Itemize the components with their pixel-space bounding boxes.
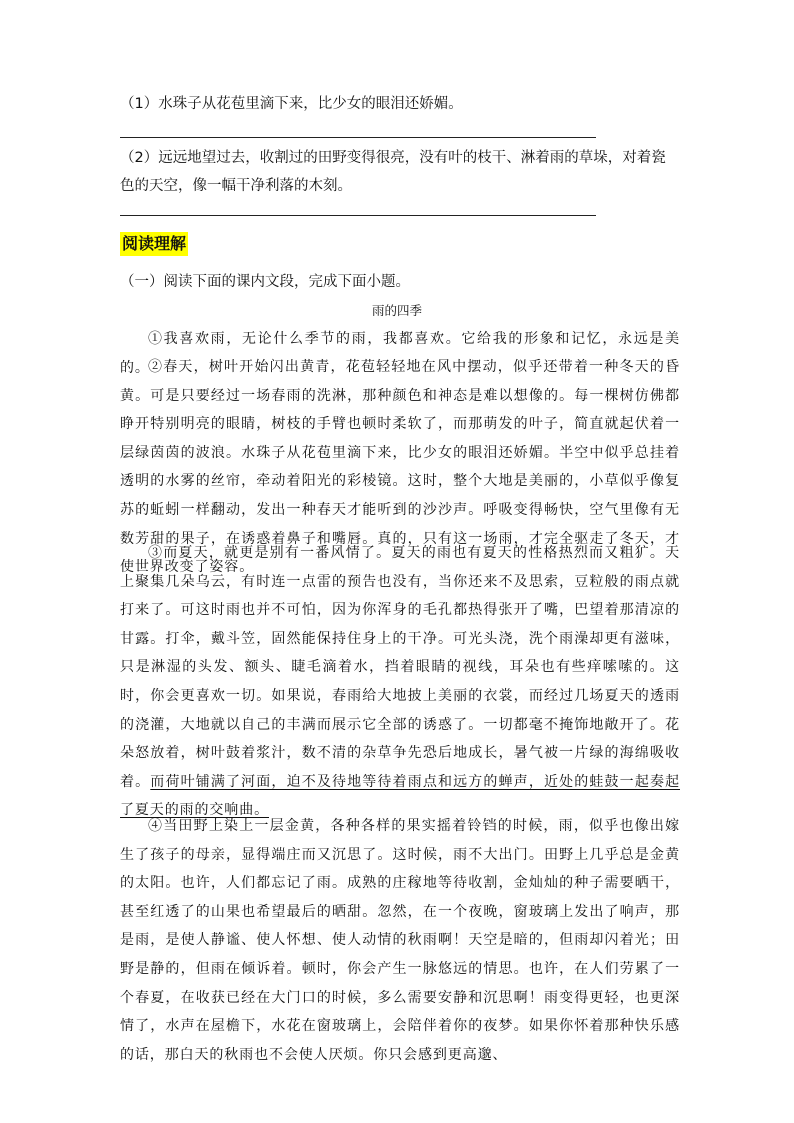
passage-title: 雨的四季 <box>371 303 422 318</box>
section-instruction: （一）阅读下面的课内文段，完成下面小题。 <box>120 274 410 290</box>
passage-paragraph-3 <box>120 539 680 825</box>
answer-line-2[interactable] <box>120 215 596 216</box>
question-2: （2）远远地望过去，收割过的田野变得很亮，没有叶的枝干、淋着雨的草垛，对着瓷色的天空，像一幅干净利落的木刻。 <box>120 150 666 194</box>
section-title: 阅读理解 <box>120 232 188 256</box>
paragraph-3-text: ③而夏天，就更是别有一番风情了。夏天的雨也有夏天的性格热烈而又粗犷。天上聚集几朵乌云，有时连一点雷的预告也没有，当你还来不及思索，豆粒般的雨点就打来了。可这时雨也并不可怕，因为你浑身的毛孔都热得张开了嘴，巴望着那清凉的甘露。打伞，戴斗笠，固然能保持住身上的干净。可光头浇，洗个雨澡却更有滋味，只是淋湿的头发、额头、睫毛滴着水，挡着眼睛的视线，耳朵也有些痒嗦嗦的。这时，你会更喜欢一切。如果说，春雨给大地披上美丽的衣裳，而经过几场夏天的透雨的浇灌，大地就以自己的丰满而展示它全部的诱惑了。一切都毫不掩饰地敞开了。花朵怒放着，树叶鼓着浆汁，数不清的杂草争先恐后地成长，暑气被一片绿的海绵吸收着。 <box>120 545 680 790</box>
passage-paragraph-1: ①我喜欢雨，无论什么季节的雨，我都喜欢。它给我的形象和记忆，永远是美的。 <box>120 331 680 376</box>
underlined-sentence: 而荷叶铺满了河面，迫不及待地等待着雨点和远方的蝉声，近处的蛙鼓一起奏起了夏天的雨的交响曲。 <box>120 773 680 819</box>
passage-paragraph-2: ②春天，树叶开始闪出黄青，花苞轻轻地在风中摆动，似乎还带着一种冬天的昏黄。可是只要经过一场春雨的洗淋，那种颜色和神态是难以想像的。每一棵树仿佛都睁开特别明亮的眼睛，树枝的手臂也顿时柔软了，而那萌发的叶子，简直就起伏着一层绿茵茵的波浪。水珠子从花苞里滴下来，比少女的眼泪还娇媚。半空中似乎总挂着透明的水雾的丝帘，牵动着阳光的彩棱镜。这时，整个大地是美丽的，小草似乎像复苏的蚯蚓一样翻动，发出一种春天才能听到的沙沙声。呼吸变得畅快，空气里像有无数芳甜的果子，在诱惑着鼻子和嘴唇。真的，只有这一场雨，才完全驱走了冬天，才使世界改变了姿容。 <box>120 359 680 576</box>
passage-paragraph-4: ④当田野上染上一层金黄，各种各样的果实摇着铃铛的时候，雨，似乎也像出嫁生了孩子的母亲，显得端庄而又沉思了。这时候，雨不大出门。田野上几乎总是金黄的太阳。也许，人们都忘记了雨。成熟的庄稼地等待收割，金灿灿的种子需要晒干，甚至红透了的山果也希望最后的晒甜。忽然，在一个夜晚，窗玻璃上发出了响声，那是雨，是使人静谧、使人怀想、使人动情的秋雨啊！天空是暗的，但雨却闪着光；田野是静的，但雨在倾诉着。顿时，你会产生一脉悠远的情思。也许，在人们劳累了一个春夏，在收获已经在大门口的时候，多么需要安静和沉思啊！雨变得更轻，也更深情了，水声在屋檐下，水花在窗玻璃上，会陪伴着你的夜梦。如果你怀着那种快乐感的话，那白天的秋雨也不会使人厌烦。你只会感到更高邈、 <box>120 818 680 1063</box>
question-1: （1）水珠子从花苞里滴下来，比少女的眼泪还娇媚。 <box>120 96 463 112</box>
answer-line-1[interactable] <box>120 137 596 138</box>
